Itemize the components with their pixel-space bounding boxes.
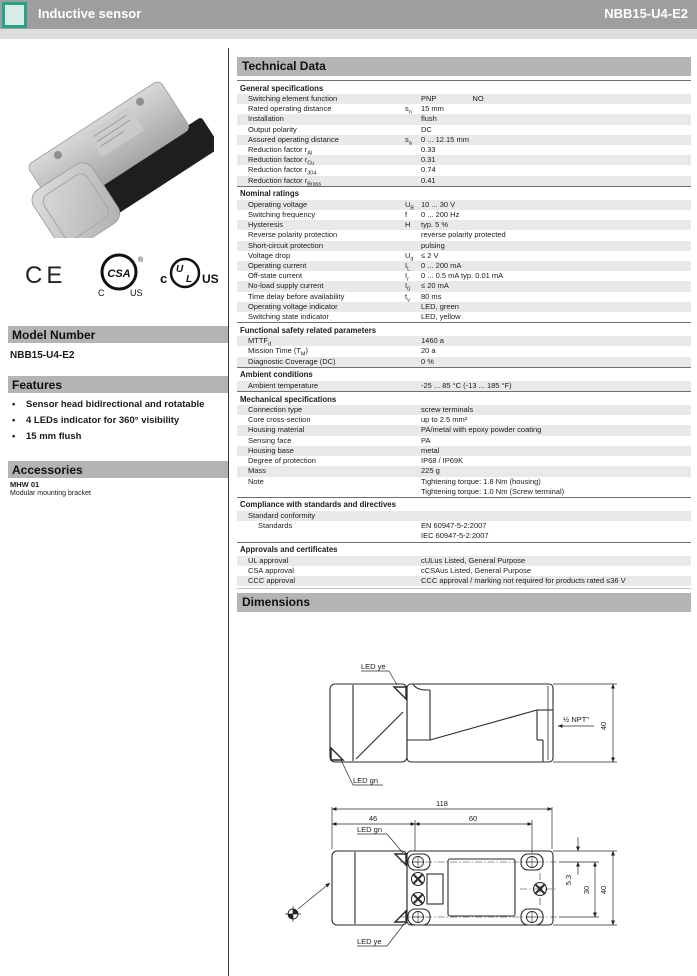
side-view-led-bottom-label: LED gn: [353, 776, 379, 785]
spec-value: EN 60947-5-2:2007 IEC 60947-5-2:2007: [421, 521, 489, 541]
spec-row: [237, 230, 691, 240]
spec-label: Output polarity: [248, 124, 297, 134]
spec-symbol: $s_n$: [405, 104, 412, 116]
spec-value: 0.31: [421, 155, 436, 165]
spec-row: [237, 336, 691, 346]
spec-section-title: Mechanical specifications: [237, 391, 691, 405]
csa-us-label: US: [130, 288, 143, 298]
spec-label: Core cross-section: [248, 415, 311, 425]
spec-row: [237, 200, 691, 210]
accessories-section-header: Accessories: [8, 461, 228, 478]
spec-value: screw terminals: [421, 405, 474, 415]
spec-label: Reduction factor $r_{Brass}$: [248, 175, 322, 188]
spec-label: Mission Time $(T_M)$: [248, 346, 309, 358]
spec-row: [237, 292, 691, 302]
spec-value: 0.41: [421, 175, 436, 185]
header-strip: [0, 29, 697, 39]
spec-row: [237, 145, 691, 155]
spec-value: up to 2.5 mm²: [421, 415, 468, 425]
spec-value: metal: [421, 445, 440, 455]
mounting-holes: [413, 857, 538, 923]
column-divider: [228, 48, 229, 976]
spec-value: flush: [421, 114, 437, 124]
spec-value: cULus Listed, General Purpose: [421, 555, 526, 565]
spec-label: Housing base: [248, 445, 294, 455]
spec-section-title: Ambient conditions: [237, 367, 691, 381]
spec-label: CCC approval: [248, 575, 296, 585]
spec-label: Reverse polarity protection: [248, 230, 338, 240]
spec-label: Voltage drop: [248, 250, 291, 260]
ul-us-label: US: [202, 272, 219, 286]
spec-value: PA: [421, 435, 431, 445]
csa-logo-text: CSA: [107, 268, 131, 280]
features-section-header: Features: [8, 376, 228, 393]
spec-row: [237, 357, 691, 367]
spec-label: Operating voltage indicator: [248, 301, 338, 311]
spec-label: Short-circuit protection: [248, 240, 324, 250]
csa-c-label: C: [98, 288, 105, 298]
spec-value: 0.33: [421, 145, 436, 155]
spec-row: [237, 511, 691, 521]
spec-label: Diagnostic Coverage (DC): [248, 356, 336, 366]
spec-label: Standards: [258, 521, 293, 531]
head-length-dim: 46: [368, 814, 378, 823]
spec-row: [237, 176, 691, 186]
top-view-width-dim: 40: [599, 885, 608, 895]
spec-label: $MTTF_d$: [248, 336, 272, 348]
spec-row: [237, 425, 691, 435]
spec-label: UL approval: [248, 555, 289, 565]
spec-row: [237, 302, 691, 312]
spec-label: Off-state current: [248, 271, 303, 281]
spec-row: [237, 436, 691, 446]
spec-label: Mass: [248, 466, 266, 476]
spec-label: Sensing face: [248, 435, 292, 445]
features-list: [10, 399, 226, 448]
spec-row: [237, 281, 691, 291]
spec-label: Standard conformity: [248, 510, 316, 520]
spec-label: Operating current: [248, 261, 307, 271]
feature-text: • 4 LEDs indicator for 360° visibility: [26, 415, 180, 427]
spec-value: Tightening torque: 1.8 Nm (housing) Tightening torque: 1.0 Nm (Screw terminal): [421, 476, 565, 496]
spec-label: Connection type: [248, 405, 303, 415]
edge-to-hole-dim: 5.3: [564, 874, 573, 886]
spec-value: 1460 a: [421, 336, 444, 346]
brand-logo: [2, 2, 27, 28]
ce-mark: [25, 262, 66, 289]
spec-symbol: $U_d$: [405, 250, 414, 263]
technical-data-header: Technical Data: [237, 57, 691, 76]
spec-symbol: H: [405, 220, 411, 230]
spec-row: [237, 125, 691, 135]
spec-value: DC: [421, 124, 432, 134]
spec-label: Switching frequency: [248, 210, 316, 220]
conduit-size-label: ½ NPT": [563, 715, 590, 724]
spec-row: [237, 405, 691, 415]
spec-symbol: $t_v$: [405, 291, 410, 304]
spec-label: No-load supply current: [248, 281, 324, 291]
spec-row: [237, 466, 691, 476]
spec-label: Installation: [248, 114, 284, 124]
spec-label: Switching element function: [248, 94, 338, 103]
model-number-value: NBB15-U4-E2: [10, 350, 75, 361]
spec-symbol: f: [405, 210, 408, 220]
spec-value: 80 ms: [421, 291, 442, 301]
spec-row: [237, 456, 691, 466]
hole-spacing-dim: 30: [582, 885, 591, 895]
spec-value: pulsing: [421, 240, 445, 250]
spec-symbol: $s_a$: [405, 134, 412, 147]
spec-value: IP68 / IP69K: [421, 456, 464, 466]
spec-value: ≤ 20 mA: [421, 281, 449, 291]
side-view-height-dim: 40: [599, 721, 608, 731]
spec-value: PA/metal with epoxy powder coating: [421, 425, 542, 435]
top-view-led-top-label: LED gn: [357, 825, 383, 834]
spec-value: -25 ... 85 °C (-13 ... 185 °F): [421, 380, 512, 390]
spec-row: [237, 446, 691, 456]
spec-value: reverse polarity protected: [421, 230, 506, 240]
spec-row: [237, 251, 691, 261]
spec-value: cCSAus Listed, General Purpose: [421, 565, 532, 575]
spec-row: [237, 381, 691, 391]
led-yellow-marker: [395, 911, 406, 922]
accessory-description: Modular mounting bracket: [10, 490, 91, 497]
spec-label: Note: [248, 476, 264, 486]
spec-value: 0 ... 12.15 mm: [421, 134, 469, 144]
spec-symbol: $U_B$: [405, 199, 415, 212]
spec-value: LED, green: [421, 301, 459, 311]
spec-label: Degree of protection: [248, 456, 316, 466]
spec-row: [237, 114, 691, 124]
spec-label: Operating voltage: [248, 199, 308, 209]
spec-row: [237, 477, 691, 497]
spec-value: 15 mm: [421, 104, 444, 114]
spec-row: [237, 346, 691, 356]
spec-value: 0 ... 200 mA: [421, 261, 462, 271]
ul-logo: [160, 259, 219, 287]
document-type-title: Inductive sensor: [38, 6, 142, 21]
overall-length-dim: 118: [436, 799, 448, 808]
feature-item: [10, 415, 226, 426]
spec-value: 0 ... 0.5 mA typ. 0.01 mA: [421, 271, 504, 281]
spec-row: [237, 210, 691, 220]
accessory-code: MHW 01: [10, 480, 40, 489]
spec-row: [237, 220, 691, 230]
spec-row: [237, 521, 691, 541]
spec-label: CSA approval: [248, 565, 294, 575]
csa-registered-mark: ®: [138, 257, 144, 264]
feature-text: • 15 mm flush: [26, 431, 82, 443]
dimensions-header: Dimensions: [237, 593, 691, 612]
ul-u-label: U: [176, 264, 184, 275]
body-length-dim: 60: [468, 814, 478, 823]
feature-text: • Sensor head bidirectional and rotatable: [26, 399, 205, 410]
spec-section-title: Nominal ratings: [237, 186, 691, 200]
spec-row: [237, 415, 691, 425]
ul-l-label: L: [186, 274, 193, 285]
spec-row: [237, 312, 691, 322]
spec-label: Reduction factor $r_{304}$: [248, 165, 317, 177]
spec-row: [237, 155, 691, 165]
ul-c-label: c: [160, 271, 168, 286]
spec-label: Time delay before availability: [248, 291, 345, 301]
spec-label: Rated operating distance: [248, 104, 332, 114]
spec-value: 0.74: [421, 165, 436, 175]
spec-label: Reduction factor $r_{Al}$: [248, 145, 313, 157]
spec-label: Ambient temperature: [248, 380, 319, 390]
spec-section-title: General specifications: [237, 80, 691, 94]
technical-data-table: [237, 80, 691, 589]
spec-value: LED, yellow: [421, 312, 461, 322]
certification-marks: [22, 250, 222, 300]
led-green-marker: [395, 854, 406, 865]
spec-row: [237, 566, 691, 576]
model-number-section-header: Model Number: [8, 326, 228, 343]
spec-row: [237, 556, 691, 566]
accessories-list: [10, 480, 226, 497]
side-view-led-top-label: LED ye: [361, 662, 386, 671]
spec-symbol: $I_0$: [405, 281, 411, 293]
top-view-led-bottom-label: LED ye: [357, 937, 382, 946]
spec-value: 225 g: [421, 466, 440, 476]
spec-row: [237, 135, 691, 145]
spec-label: Hysteresis: [248, 220, 284, 230]
dimension-drawing-side-view: [237, 630, 691, 790]
header-bar: [0, 0, 697, 29]
spec-value: typ. 5 %: [421, 220, 449, 230]
spec-symbol: $I_r$: [405, 271, 409, 283]
csa-logo: [98, 255, 144, 298]
spec-row: [237, 271, 691, 281]
spec-label: Switching state indicator: [248, 312, 329, 322]
led-yellow-marker: [394, 687, 406, 699]
spec-row: [237, 104, 691, 114]
dimension-drawing-top-view: [237, 795, 691, 976]
spec-symbol: $I_L$: [405, 261, 411, 273]
spec-value: 10 ... 30 V: [421, 199, 456, 209]
spec-section-title: Approvals and certificates: [237, 542, 691, 556]
spec-section-title: Functional safety related parameters: [237, 322, 691, 336]
spec-row: [237, 576, 691, 586]
header-model-number: NBB15-U4-E2: [604, 6, 688, 21]
feature-item: [10, 399, 226, 410]
spec-label: Assured operating distance: [248, 134, 339, 144]
spec-value: 0 ... 200 Hz: [421, 210, 460, 220]
spec-row: [237, 94, 691, 104]
spec-row: [237, 261, 691, 271]
spec-value: CCC approval / marking not required for products rated ≤36 V: [421, 575, 626, 585]
spec-value: PNP NO: [421, 94, 484, 103]
spec-row: [237, 241, 691, 251]
ce-mark-label: CE: [25, 262, 67, 289]
spec-value: 0 %: [421, 356, 434, 366]
spec-value: 20 a: [421, 346, 436, 356]
feature-item: [10, 431, 226, 442]
spec-label: Housing material: [248, 425, 305, 435]
spec-label: Reduction factor $r_{Cu}$: [248, 155, 315, 167]
led-green-marker: [331, 748, 343, 760]
spec-row: [237, 165, 691, 175]
spec-value: ≤ 2 V: [421, 250, 439, 260]
product-photo: [18, 56, 214, 238]
spec-section-title: Compliance with standards and directives: [237, 497, 691, 511]
